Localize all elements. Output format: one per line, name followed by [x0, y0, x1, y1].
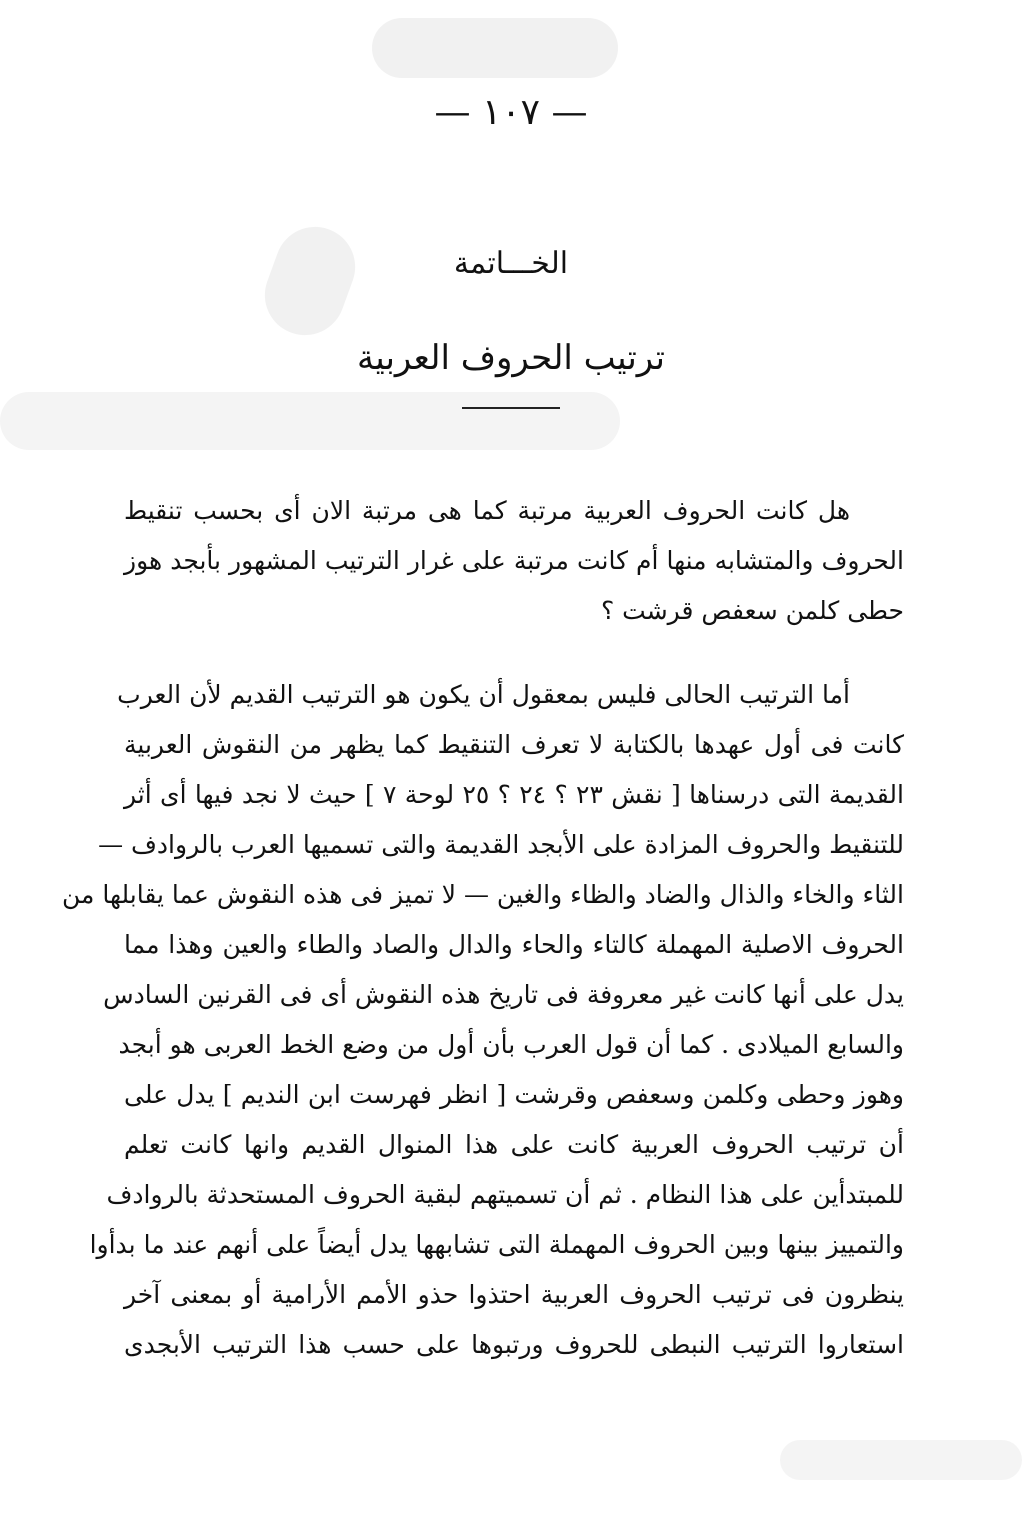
text-line: استعاروا الترتيب النبطى للحروف ورتبوها على حسب هذا الترتيب الأبجدى [124, 1330, 904, 1359]
scan-smudge [372, 18, 618, 78]
scan-smudge [780, 1440, 1022, 1480]
title-divider [462, 407, 560, 409]
text-line: أما الترتيب الحالى فليس بمعقول أن يكون هو الترتيب القديم لأن العرب [117, 680, 850, 709]
text-line: الحروف الاصلية المهملة كالتاء والحاء والدال والصاد والطاء والعين وهذا مما [124, 930, 904, 959]
text-line: القديمة التى درسناها [ نقش ٢٣ ؟ ٢٤ ؟ ٢٥ لوحة ٧ ] حيث لا نجد فيها أى أثر [124, 780, 904, 809]
text-line: وهوز وحطى وكلمن وسعفص وقرشت [ انظر فهرست ابن النديم ] يدل على [124, 1080, 904, 1109]
text-line: يدل على أنها كانت غير معروفة فى تاريخ هذه النقوش أى فى القرنين السادس [103, 980, 904, 1009]
text-line: أن ترتيب الحروف العربية كانت على هذا المنوال القديم وانها كانت تعلم [124, 1130, 904, 1159]
scan-smudge [0, 392, 620, 450]
text-line: للمبتدأين على هذا النظام . ثم أن تسميتهم لبقية الحروف المستحدثة بالروادف [106, 1180, 904, 1209]
text-line: والسابع الميلادى . كما أن قول العرب بأن أول من وضع الخط العربى هو أبجد [118, 1030, 904, 1059]
section-title: الخـــاتمة [453, 246, 569, 281]
text-line: كانت فى أول عهدها بالكتابة لا تعرف التنقيط كما يظهر من النقوش العربية [124, 730, 904, 759]
page-number: — ١٠٧ — [434, 92, 588, 133]
chapter-title: ترتيب الحروف العربية [356, 338, 666, 378]
scan-smudge [254, 216, 367, 347]
text-line: الحروف والمتشابه منها أم كانت مرتبة على غرار الترتيب المشهور بأبجد هوز [124, 546, 904, 575]
text-line: هل كانت الحروف العربية مرتبة كما هى مرتبة الان أى بحسب تنقيط [124, 496, 850, 525]
paragraph-answer [62, 670, 904, 1370]
text-line: حطى كلمن سعفص قرشت ؟ [600, 596, 904, 625]
text-line: والتمييز بينها وبين الحروف المهملة التى تشابهها يدل أيضاً على أنهم عند ما بدأوا [89, 1230, 904, 1259]
text-line: ينظرون فى ترتيب الحروف العربية احتذوا حذو الأمم الأرامية أو بمعنى آخر [124, 1280, 904, 1309]
text-line: الثاء والخاء والذال والضاد والظاء والغين — لا تميز فى هذه النقوش عما يقابلها من [62, 880, 904, 909]
paragraph-question [124, 486, 904, 636]
text-line: للتنقيط والحروف المزادة على الأبجد القديمة والتى تسميها العرب بالروادف — [98, 830, 904, 859]
